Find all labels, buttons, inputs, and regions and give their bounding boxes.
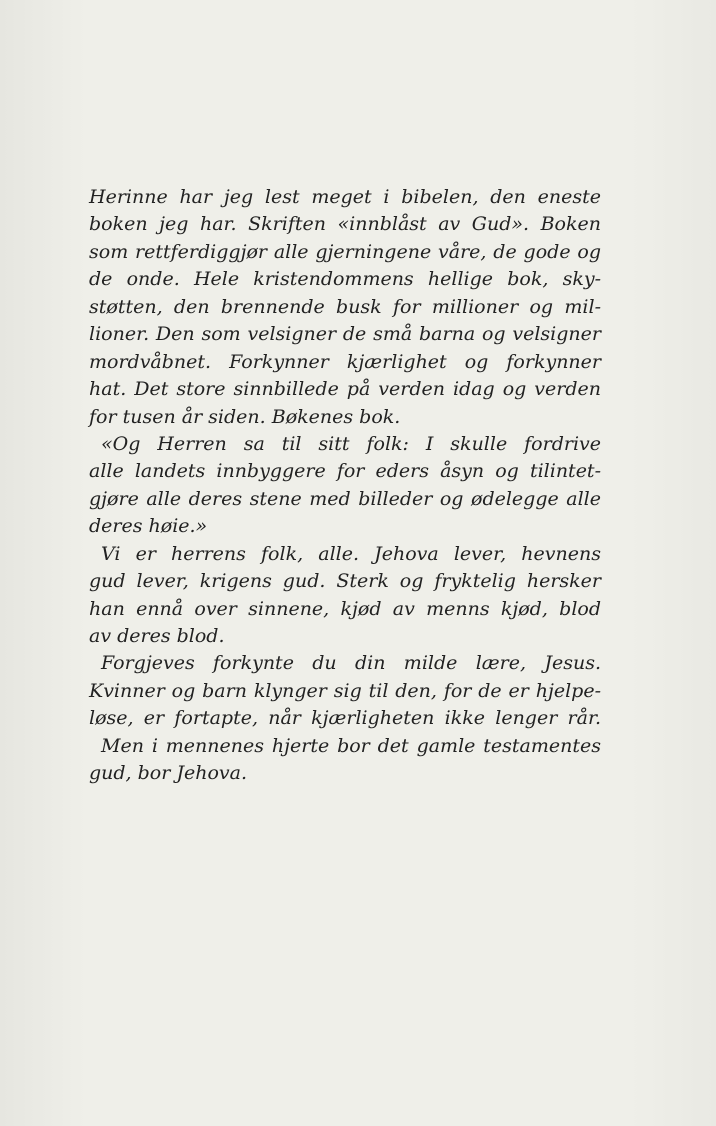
text-line: de onde. Hele kristendommens hellige bok, sky-	[89, 268, 601, 291]
text-line: gud lever, krigens gud. Sterk og fryktelig hersker	[89, 570, 601, 593]
text-line: deres høie.»	[89, 515, 208, 538]
text-line: hat. Det store sinnbillede på verden idag og verden	[89, 378, 601, 401]
text-line: som rettferdiggjør alle gjerningene våre, de gode og	[89, 240, 601, 263]
text-line: løse, er fortapte, når kjærligheten ikke lenger rår.	[89, 707, 601, 730]
text-line: mordvåbnet. Forkynner kjærlighet og forkynner	[89, 350, 601, 373]
text-line: støtten, den brennende busk for millioner og mil-	[89, 295, 601, 318]
text-line: Vi er herrens folk, alle. Jehova lever, hevnens	[101, 542, 601, 565]
text-line: han ennå over sinnene, kjød av menns kjød, blod	[89, 597, 601, 620]
page-text	[89, 184, 601, 788]
text-line: av deres blod.	[89, 625, 225, 647]
text-line: boken jeg har. Skriften «innblåst av Gud». Boken	[89, 213, 601, 236]
text-line: gjøre alle deres stene med billeder og ødelegge alle	[89, 487, 601, 510]
text-line: for tusen år siden. Bøkenes bok.	[89, 405, 401, 428]
text-line: alle landets innbyggere for eders åsyn og tilintet-	[89, 460, 601, 483]
text-line: gud, bor Jehova.	[89, 762, 248, 785]
text-line: Forgjeves forkynte du din milde lære, Jesus.	[101, 652, 601, 675]
text-line: lioner. Den som velsigner de små barna og velsigner	[89, 323, 601, 346]
text-line: Men i mennenes hjerte bor det gamle testamentes	[101, 734, 601, 757]
text-line: Kvinner og barn klynger sig til den, for de er hjelpe-	[89, 679, 601, 702]
text-line: «Og Herren sa til sitt folk: I skulle fordrive	[101, 432, 601, 455]
text-line: Herinne har jeg lest meget i bibelen, den eneste	[89, 186, 601, 208]
